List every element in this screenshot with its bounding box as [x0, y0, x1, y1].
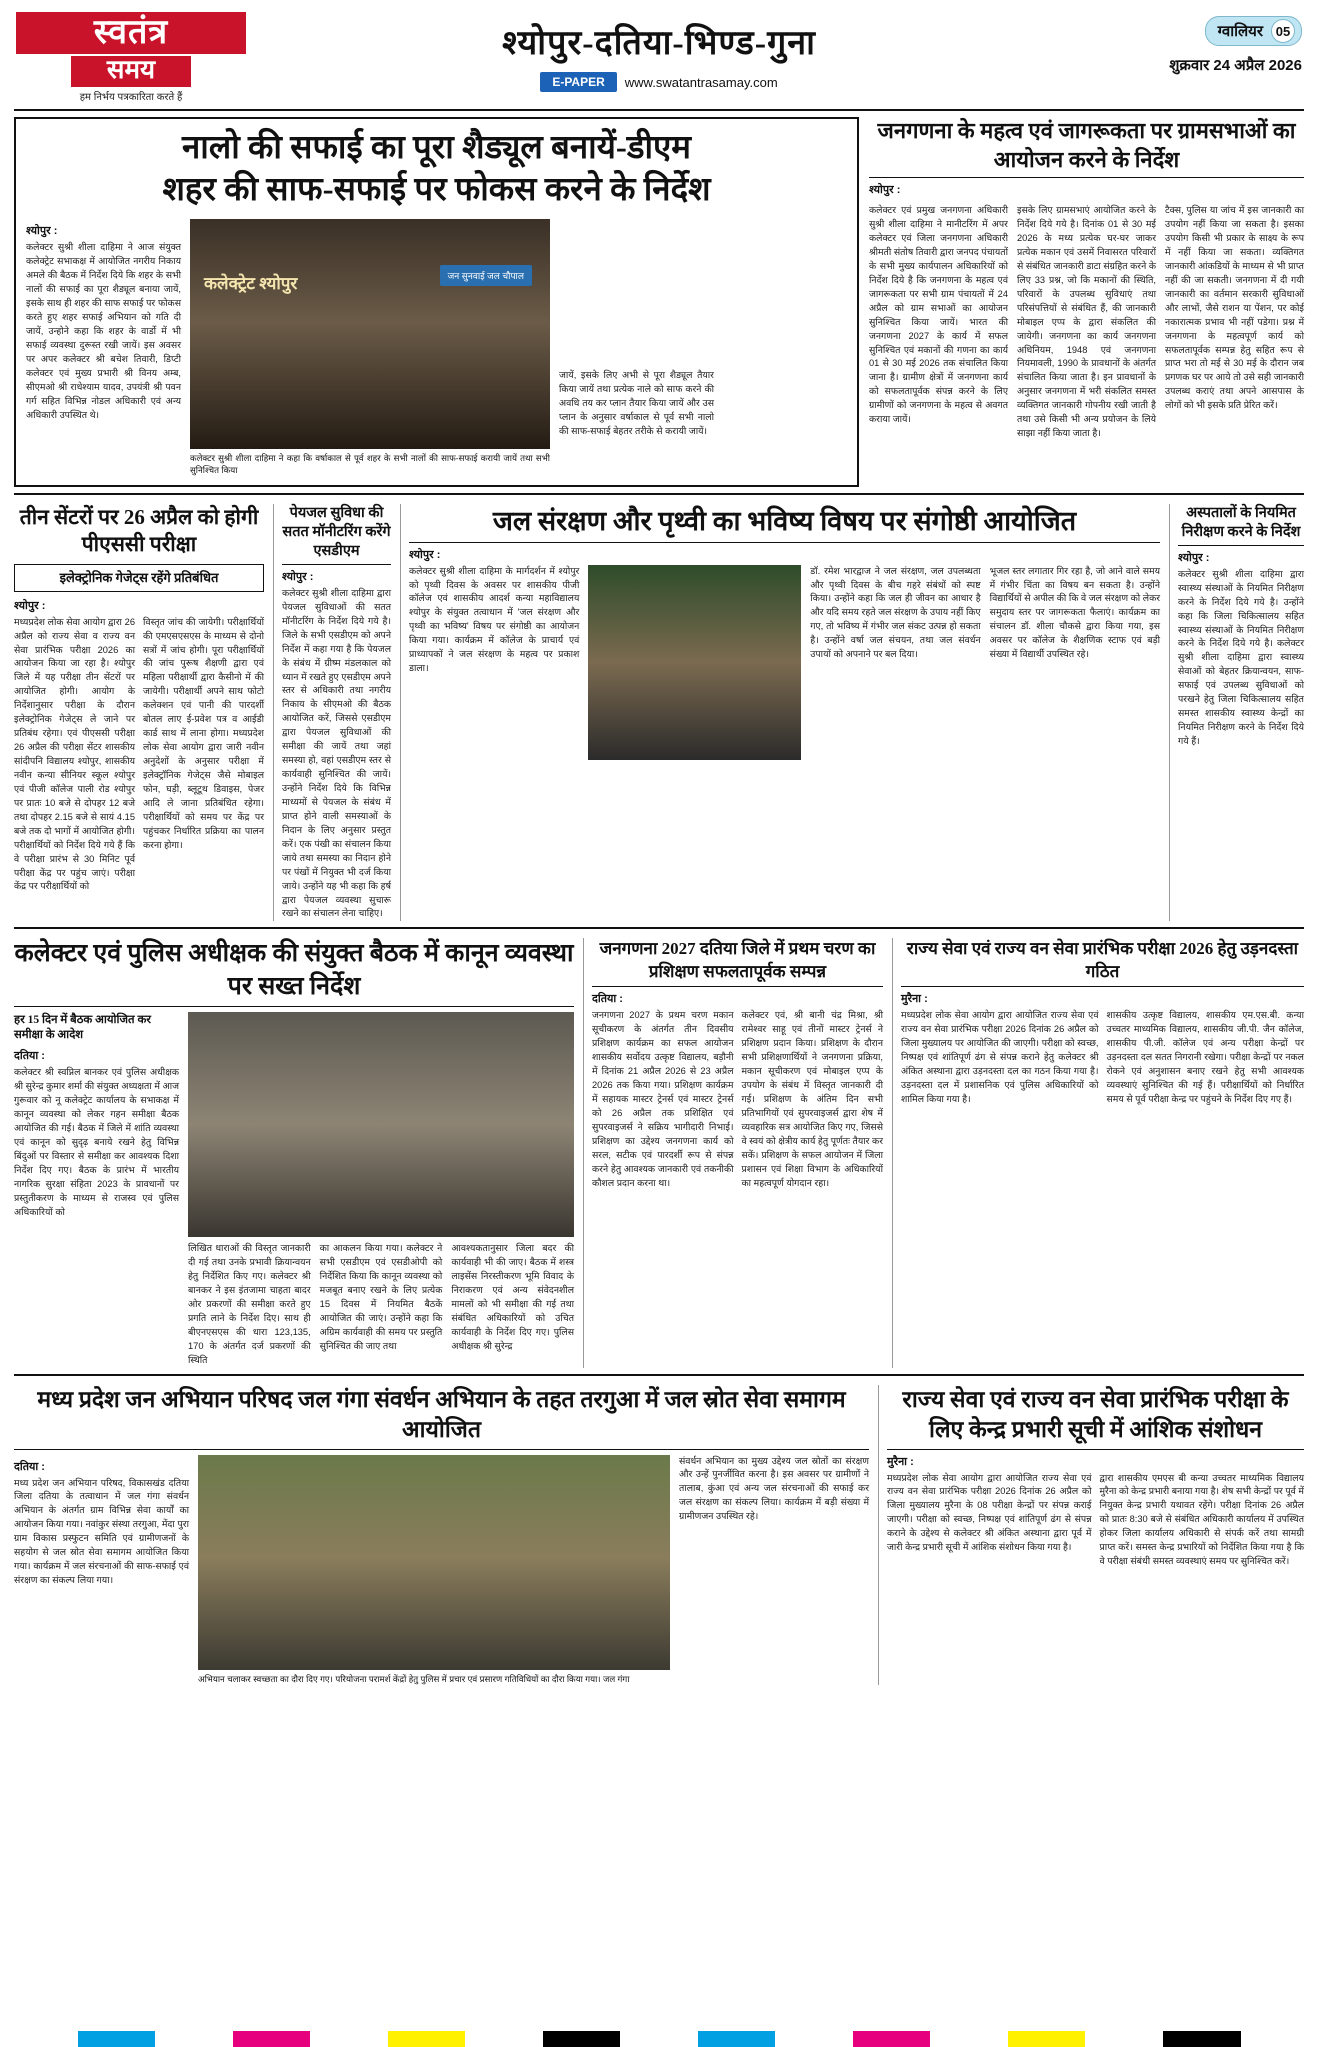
logo-tagline: हम निर्भय पत्रकारिता करते हैं [79, 91, 183, 103]
conservation-col-1 [409, 565, 579, 760]
lead-photo-column [190, 219, 550, 476]
flying-squad-text-2: शासकीय उत्कृष्ट विद्यालय, शासकीय एम.एस.बी. कन्या उच्चतर माध्यमिक विद्यालय, शासकीय जी.पी. जैन कॉलेज, शासकीय पी.जी. कॉलेज एवं अन्य परीक्षा केन्द्रों पर उड़नदस्ता दल सतत निगरानी रखेगा। परीक्षा केन्द्रों पर नकल रोकने एवं अनुशासन बनाए रखने हेतु सभी आवश्यक व्यवस्थाएं सुनिश्चित की गई हैं। परीक्षार्थियों को निर्धारित समय से पूर्व परीक्षा केन्द्र पर पहुंचने के निर्देश दिए गए हैं। [1106, 1010, 1304, 1104]
census-divider [869, 177, 1304, 178]
conservation-dateline: श्योपुर : [409, 548, 441, 561]
lead-headline-line2: शहर की साफ-सफाई पर फोकस करने के निर्देश [162, 172, 711, 209]
law-order-article [14, 938, 574, 1367]
photo-badge-label: जन सुनवाई जल चौपाल [440, 265, 532, 286]
jal-ganga-article [14, 1385, 869, 1685]
epaper-badge[interactable]: E-PAPER [540, 72, 616, 92]
training-headline: जनगणना 2027 दतिया जिले में प्रथम चरण का प्रशिक्षण सफलतापूर्वक सम्पन्न [599, 939, 876, 981]
flying-squad-divider [901, 986, 1304, 987]
law-order-dateline: दतिया : [14, 1050, 45, 1063]
section-divider-1 [14, 493, 1304, 495]
psc-text-2: विस्तृत जांच की जायेगी। परीक्षार्थियों की एमएसएसएस के माध्यम से दोनो सत्रों में जांच होगी। पूरा परीक्षार्थियों की जांच पुरूष शैक्षणी द्वारा एवं महिला परीक्षार्थी द्वारा कैसीनो में की जायेगी। परीक्षार्थी अपने साथ फोटो कलेक्शन एवं पानी की पारदर्शी बोतल लाए ई-प्रवेश पत्र व आईडी कार्ड साथ में लाना होगा। मध्यप्रदेश लोक सेवा आयोग द्वारा जारी नवीन अनुदेशों के अनुसार परीक्षा में इलेक्ट्रॉनिक गेजेट्स जैसे मोबाइल फोन, घड़ी, ब्लूटूथ डिवाइस, पेजर आदि ले जाना प्रतिबंधित रहेगा। परीक्षार्थियों को समय पर केंद्र पर पहुंचकर निर्धारित प्रक्रिया का पालन करना होगा। [143, 616, 264, 850]
section-two [14, 504, 1304, 922]
center-incharge-divider [887, 1449, 1304, 1450]
conservation-divider [409, 542, 1160, 543]
conservation-headline: जल संरक्षण और पृथ्वी का भविष्य विषय पर संगोष्ठी आयोजित [492, 505, 1077, 536]
water-divider [282, 564, 391, 565]
lead-text-1: कलेक्टर सुश्री शीला दाहिमा ने आज संयुक्त कलेक्ट्रेट सभाकक्ष में आयोजित नगरीय निकाय अमले की बैठक में निर्देश दिये कि शहर के सभी नालों की सफाई का पूरा शैड्यूल बनाया जायें, इसके साथ ही शहर की साफ सफाई पर फोकस करते हुए शहर सफाई अभियान को गति दी जायें, उन्होने कहा कि शहर के वार्डो में भी सफाई व्यवस्था दुरूस्त रखी जायें। इस अवसर पर अपर कलेक्टर श्री बचेश तिवारी, डिप्टी कलेक्टर एवं मुख्य प्रभारी श्री विनय अम्ब, सीएमओ श्री राधेश्याम यादव, उपयंत्री श्री पवन गर्ग सहित विभिन्न नोडल अधिकारी एवं अन्य अधिकारी उपस्थित थे। [26, 242, 181, 420]
water-conservation-article [400, 504, 1160, 922]
census-headline: जनगणना के महत्व एवं जागरूकता पर ग्रामसभाओं का आयोजन करने के निर्देश [877, 117, 1296, 172]
law-order-left-col [14, 1012, 179, 1367]
section-three [14, 938, 1304, 1367]
psc-columns [14, 616, 264, 895]
conservation-col-2 [810, 565, 980, 760]
law-order-text-2: लिखित धाराओं की विस्तृत जानकारी दी गई तथा उनके प्रभावी क्रियान्वयन हेतु निर्देशित किए गए। कलेक्टर श्री बानकर ने इस इंतजामा चाहता बादर ओर प्रकरणों की समीक्षा करते हुए प्रगति लाने के निर्देश दिए। साथ ही बीएनएसएस की धारा 123,135, 170 के अंतर्गत दर्ज प्रकरणों की स्थिति [188, 1243, 311, 1365]
jal-ganga-body [14, 1455, 869, 1685]
census-article [869, 117, 1304, 487]
law-order-divider [14, 1006, 574, 1007]
flying-squad-article [892, 938, 1304, 1367]
law-order-top [14, 1012, 574, 1367]
hospital-inspection-article [1169, 504, 1304, 922]
hospital-headline: अस्पतालों के नियमित निरीक्षण करने के निर्देश [1181, 504, 1301, 540]
masthead [14, 8, 1304, 103]
hospital-text: कलेक्टर सुश्री शीला दाहिमा द्वारा स्वास्थ्य संस्थाओं के नियमित निरीक्षण करने के निर्देश दिये गये है। उन्होंने कहा कि जिला चिकित्सालय सहित स्वास्थ्य संस्थाओं के नियमित निरीक्षण करने के निर्देश दिये गये है। कलेक्टर सुश्री शीला दाहिमा द्वारा स्वास्थ्य सेवाओं को बेहतर क्रियान्वयन, साफ-सफाई एवं उपलब्ध सुविधाओं को परखने हेतु जिला चिकित्सालय सहित समस्त शासकीय स्वास्थ्य केन्द्रों का नियमित निरीक्षण करने के निर्देश दिये गये हैं। [1178, 568, 1304, 747]
jal-ganga-caption: अभियान चलाकर स्वच्छता का दौरा दिए गए। परियोजना परामर्श केंद्रों हेतु पुलिस में प्रचार एवं प्रसारण गतिविधियों का दौरा किया गया। जल गंगा [198, 1673, 630, 1684]
conservation-columns [409, 565, 1160, 760]
jal-ganga-photo-col [198, 1455, 670, 1685]
conservation-text-1: कलेक्टर सुश्री शीला दाहिमा के मार्गदर्शन में श्योपुर को पृथ्वी दिवस के अवसर पर शासकीय पीजी कॉलेज एवं शासकीय आदर्श कन्या महाविद्यालय श्योपुर के संयुक्त तत्वाधान में 'जल संरक्षण और पृथ्वी का भविष्य' विषय पर संगोष्ठी का आयोजन किया गया। कार्यक्रम में कॉलेज के प्राचार्य एवं प्राध्यापकों ने जल संरक्षण के महत्व पर प्रकाश डाला। [409, 565, 580, 674]
census-dateline: श्योपुर : [869, 184, 901, 197]
law-order-text-1: कलेक्टर श्री स्वप्निल बानकर एवं पुलिस अधीक्षक श्री सुरेन्द्र कुमार शर्मा की संयुक्त अध्यक्षता में आज गुरूवार को नू कलेक्ट्रेट कार्यालय के सभाकक्ष में कानून व्यवस्था को लेकर गहन समीक्षा बैठक आयोजित की गई। बैठक में जिले में शांति व्यवस्था एवं कानून को सुदृढ़ बनाये रखने हेतु विभिन्न बिंदुओं पर विस्तार से समीक्षा कर आवश्यक दिशा निर्देश दिए गए। बैठक के प्रारंभ में भारतीय नागरिक सुरक्षा संहिता 2023 के प्रावधानों पर प्रस्तुतीकरण के माध्यम से राजस्व एवं पुलिस अधिकारियों को [14, 1067, 179, 1217]
photo-overlay-label: कलेक्ट्रेट श्योपुर [204, 274, 298, 294]
flying-squad-dateline: मुरैना : [901, 993, 928, 1006]
lead-text-2: जायें, इसके लिए अभी से पूरा शैड्यूल तैयार किया जायें तथा प्रत्येक नाले को साफ करने की अवधि तय कर प्लान तैयार किया जायें और उस प्लान के अनुसार वर्षाकाल से पूर्व सभी नालो की साफ-सफाई बेहतर तरीके से करायी जायें। [559, 370, 714, 437]
section-four [14, 1385, 1304, 1685]
conservation-col-3 [990, 565, 1160, 760]
census-text-3: टैक्स, पुलिस या जांच में इस जानकारी का उपयोग नहीं किया जा सकता है। इसका उपयोग किसी भी प्रकार के साक्ष्य के रूप में नहीं किया जा सकता। व्यक्तिगत जानकारी आंकडियों के माध्यम से भी प्राप्त नहीं की जा सकती। जनगणना में दी गयी जानकारी का वर्तमान सरकारी सुविधाओं और लाभों, जैसे राशन या पेंशन, पर कोई नकारात्मक प्रभाव भी नहीं पडेगा। प्रश्न में जनगणना के महत्वपूर्ण कार्य को सफलतापूर्वक सम्पन्न हेतु सहित रूप से प्राप्त भरा तो मई से 30 मई के दौरान जब प्रगणक घर पर आये तो उसे सही जानकारी उपलब्ध कराएं तथा अपने आसपास के लोगों को भी इसके प्रति प्रेरित करें। [1165, 205, 1304, 411]
training-columns [592, 1009, 883, 1190]
lead-column-2 [559, 219, 714, 476]
jal-ganga-text-3: संवर्धन अभियान का मुख्य उद्देश्य जल स्रोतों का संरक्षण और उन्हें पुनर्जीवित करना है। इस अवसर पर ग्रामीणों ने तालाब, कुंआ एवं अन्य जल संरचनाओं की सफाई कर जल संरक्षण का संकल्प लिया। कार्यक्रम में बड़ी संख्या में ग्रामीणजन उपस्थित रहे। [679, 1455, 869, 1522]
jal-ganga-col-3 [679, 1455, 869, 1685]
census-training-article [583, 938, 883, 1367]
law-order-text-3: का आकलन किया गया। कलेक्टर ने सभी एसडीएम एवं एसडीओपी को निर्देशित किया कि कानून व्यवस्था को मजबूत बनाए रखने के लिए प्रत्येक 15 दिवस में नियमित बैठकें आयोजित की जाएं। उन्होंने कहा कि अग्रिम कार्यवाही की समय पर प्रस्तुति सुनिश्चित की जाए तथा [319, 1243, 443, 1351]
center-incharge-dateline: मुरैना : [887, 1455, 914, 1468]
section-divider-2 [14, 927, 1304, 929]
logo-sub-text: समय [71, 56, 191, 87]
hospital-divider [1178, 545, 1304, 546]
lead-headline-line1: नालो की सफाई का पूरा शैड्यूल बनायें-डीएम [181, 129, 692, 166]
jal-ganga-text-1: मध्य प्रदेश जन अभियान परिषद, विकासखंड दतिया जिला दतिया के तत्वाधान में जल गंगा संवर्धन अभियान के अंतर्गत ग्राम विभिन्न सेवा कार्यों का आयोजन किया गया। नवांकुर संस्था तरगुआ, मेंदा पुरा ग्राम विकास प्रस्फुटन समिति एवं ग्रामीणजनों के सहयोग से जल स्रोत सेवा समागम आयोजित किया गया। कार्यक्रम में जल संरचनाओं की साफ-सफाई एवं संरक्षण का संकल्प लिया गया। [14, 1477, 189, 1586]
training-text-1: जनगणना 2027 के प्रथम चरण मकान सूचीकरण के अंतर्गत तीन दिवसीय प्रशिक्षण कार्यक्रम का सफल आयोजन शासकीय सर्वोदय उत्कृष्ट विद्यालय, बड़ौनी में दिनांक 21 अप्रैल 2026 से 23 अप्रैल 2026 तक किया गया। प्रशिक्षण कार्यक्रम में सहायक मास्टर ट्रेनर्स एवं मास्टर ट्रेनर्स को 26 अप्रैल तक प्रशिक्षित एवं सुपरवाइजर्स ने सक्रिय भागीदारी निभाई। प्रशिक्षण का उद्देश्य जनगणना कार्य को सरल, सटीक एवं पारदर्शी रूप से संपन्न करने हेतु आवश्यक जानकारी एवं तकनीकी कौशल प्रदान करना था। [592, 1010, 734, 1188]
drinking-water-article [273, 504, 391, 922]
lead-article [14, 117, 859, 487]
center-incharge-article [878, 1385, 1304, 1685]
jal-ganga-col-1 [14, 1455, 189, 1685]
flying-squad-columns [901, 1009, 1304, 1107]
hospital-dateline: श्योपुर : [1178, 551, 1210, 564]
center-incharge-headline: राज्य सेवा एवं राज्य वन सेवा प्रारंभिक परीक्षा के लिए केन्द्र प्रभारी सूची में आंशिक संशोधन [902, 1386, 1289, 1443]
lead-body [26, 219, 847, 476]
lead-column-1 [26, 219, 181, 476]
lead-section [14, 117, 1304, 487]
center-incharge-columns [887, 1472, 1304, 1570]
psc-dateline: श्योपुर : [14, 599, 46, 612]
epaper-row [246, 72, 1072, 92]
psc-text-1: मध्यप्रदेश लोक सेवा आयोग द्वारा 26 अप्रैल को राज्य सेवा व राज्य वन सेवा प्रारंभिक परीक्षा 2026 का आयोजन किया जा रहा है। श्योपुर जिले में यह परीक्षा तीन सेंटरों पर आयोजित होगी। आयोग के निर्देशानुसार परीक्षा के दौरान इलेक्ट्रोनिक गेजेट्स ले जाने पर प्रतिबंध रहेगा। एवं पीएससी परीक्षा 26 अप्रैल की परीक्षा सेंटर शासकीय सांदीपनि विद्यालय श्योपुर, शासकीय नवीन कन्या सीनियर स्कूल श्योपुर एवं पीजी कॉलेज पाली रोड श्योपुर पर प्रातः 10 बजे से दोपहर 12 बजे तथा दोपहर 2.15 बजे से सायं 4.15 बजे तक दो भागों में आयोजित होगी। परीक्षार्थियों को निर्देश दिये गये हैं कि वे परीक्षा प्रारंभ से 30 मिनिट पूर्व परीक्षा केंद्र पर पहुंच जाएं। परीक्षा केंद्र पर परीक्षार्थियों को [14, 616, 135, 892]
newspaper-logo [16, 12, 246, 103]
lead-dateline: श्योपुर : [26, 225, 58, 238]
edition-header [246, 12, 1072, 92]
city-page-badge [1205, 16, 1302, 46]
lead-headline [26, 127, 847, 211]
page-info [1072, 12, 1302, 75]
print-color-bar [0, 2031, 1318, 2047]
jal-ganga-dateline: दतिया : [14, 1460, 45, 1473]
census-text-1: कलेक्टर एवं प्रमुख जनगणना अधिकारी सुश्री शीला दाहिमा ने मानीटरिंग में अपर कलेक्टर एवं जिला जनगणना अधिकारी श्रीमती संतोष तिवारी द्वारा जनपद पंचायतों के सभी मुख्य कार्यपालन अधिकारियों को निर्देश दिये है कि जनगणना के महत्व एवं जागरूकता पर सभी ग्राम पंचायतों में 24 अप्रैल को ग्राम सभाओं का आयोजन सुनिश्चित किया जायें। भारत की जनगणना 2027 के कार्य में सफल सुनिश्चित एवं मकानों की गणना का कार्य 01 से 30 मई 2026 तक संचालित किया जाना है। ग्रामीण क्षेत्रों में जनगणना कार्य को सफलतापूर्वक संपन्न करने के लिए ग्रामीणों को जनगणना के महत्व से अवगत कराया जायें। [869, 205, 1008, 425]
water-dateline: श्योपुर : [282, 570, 314, 583]
training-text-2: कलेक्टर एवं, श्री बानी चंद्र मिश्रा, श्री रामेश्वर साहू एवं तीनों मास्टर ट्रेनर्स ने प्रशिक्षण प्रदान किया। प्रशिक्षण के दौरान सभी प्रशिक्षणार्थियों ने जनगणना प्रक्रिया, मकान सूचीकरण एवं मोबाइल एप्प के उपयोग के संबंध में विस्तृत जानकारी दी गई। प्रशिक्षण के अंतिम दिन सभी प्रतिभागियों एवं सुपरवाइजर्स द्वारा शेष में व्यवहारिक सत्र आयोजित किए गए, जिससे वे स्वयं को क्षेत्रीय कार्य हेतु पूर्णतः तैयार कर सकें। प्रशिक्षण के सफल आयोजन में जिला प्रशासन एवं शिक्षा विभाग के अधिकारियों का महत्वपूर्ण योगदान रहा। [741, 1010, 883, 1188]
edition-title: श्योपुर-दतिया-भिण्ड-गुना [502, 25, 816, 62]
center-incharge-text-1: मध्यप्रदेश लोक सेवा आयोग द्वारा आयोजित राज्य सेवा एवं राज्य वन सेवा प्रारंभिक परीक्षा 2026 दिनांक 26 अप्रैल को जिला मुख्यालय मुरैना के 08 परीक्षा केन्द्रों पर संपन्न कराई जाएगी। परीक्षा को स्वच्छ, निष्पक्ष एवं शांतिपूर्ण ढंग से संपन्न कराने के उद्देश्य से कलेक्टर श्री अंकित अस्थाना द्वारा पूर्व में जारी केन्द्र प्रभारी सूची में आंशिक संशोधन किया गया है। [887, 1472, 1092, 1553]
masthead-divider [14, 109, 1304, 111]
page-number: 05 [1271, 19, 1295, 43]
law-order-bottom-cols [188, 1242, 574, 1367]
jal-ganga-divider [14, 1449, 869, 1450]
jal-ganga-photo [198, 1455, 670, 1670]
training-dateline: दतिया : [592, 993, 623, 1006]
conservation-text-3: भूजल स्तर लगातार गिर रहा है, जो आने वाले समय में गंभीर चिंता का विषय बन सकता है। उन्होंने विद्यार्थियों से अपील की कि वे जल संरक्षण को लेकर समुदाय स्तर पर जागरूकता फैलाएं। कार्यक्रम का संचालन डॉ. शीला चौकसे द्वारा किया गया, इस अवसर पर कॉलेज के शैक्षणिक स्टाफ एवं बड़ी संख्या में विद्यार्थी उपस्थित रहे। [989, 565, 1161, 660]
logo-main-text: स्वतंत्र [16, 12, 246, 54]
conservation-photo-col [588, 565, 801, 760]
jal-ganga-headline: मध्य प्रदेश जन अभियान परिषद जल गंगा संवर्धन अभियान के तहत तरगुआ में जल स्रोत सेवा समागम आयोजित [37, 1386, 846, 1443]
training-divider [592, 986, 883, 987]
law-order-headline: कलेक्टर एवं पुलिस अधीक्षक की संयुक्त बैठक में कानून व्यवस्था पर सख्त निर्देश [14, 940, 574, 1000]
psc-headline: तीन सेंटरों पर 26 अप्रैल को होगी पीएससी परीक्षा [19, 504, 259, 556]
law-order-text-4: आवश्यकतानुसार जिला बदर की कार्यवाही भी की जाए। बैठक में शस्त्र लाइसेंस निरस्तीकरण भूमि विवाद के निराकरण एवं अन्य संवेदनशील मामलों को भी समीक्षा की गई तथा संबंधित अधिकारियों को उचित कार्यवाही के निर्देश दिए गए। पुलिस अधीक्षक श्री सुरेन्द्र [451, 1243, 575, 1351]
law-order-photo [188, 1012, 574, 1237]
flying-squad-text-1: मध्यप्रदेश लोक सेवा आयोग द्वारा आयोजित राज्य सेवा एवं राज्य वन सेवा प्रारंभिक परीक्षा 2026 दिनांक 26 अप्रैल को जिला मुख्यालय पर आयोजित की जाएगी। परीक्षा को स्वच्छ, निष्पक्ष एवं शांतिपूर्ण ढंग से संपन्न कराने हेतु कलेक्टर श्री अंकित अस्थाना द्वारा उड़नदस्ता दल का गठन किया गया है। उड़नदस्ता दल में प्रशासनिक एवं पुलिस अधिकारियों को शामिल किया गया है। [901, 1010, 1099, 1104]
water-text: कलेक्टर सुश्री शीला दाहिमा द्वारा पेयजल सुविधाओं की सतत मॉनीटरिंग के निर्देश दिये गये है। जिले के सभी एसडीएम को अपने निर्देश में कहा गया है कि पेयजल के संबंध में ग्रीष्म मंडलकाल को ध्यान में रखते हुए एसडीएम अपने स्तर से अधिकारी तथा नगरीय निकाय के सीएमओ की बैठक आयोजित करें, जिससे एसडीएम द्वारा पेयजल सुविधाओं की समीक्षा की जायें तथा जहां समस्या हो, वहां एसडीएम स्तर से कार्यवाही सुनिश्चित की जायें। उन्होंने निर्देश दिये कि विभिन्न माध्यमों से पेयजल के संबंध में प्राप्त होने वाली समस्याओं के निदान के लिए अनुसार प्रस्तुत करें। एक पंखी का संचालन किया जाये तथा समस्या का निदान होने पर पंखों में नियुक्त भी दर्ज किया जाये। उन्होंने यह भी कहा कि हर्ष द्वारा पेयजल व्यवस्था सुचारू रखने का संचालन लेना चाहिए। [282, 587, 391, 919]
flying-squad-headline: राज्य सेवा एवं राज्य वन सेवा प्रारंभिक परीक्षा 2026 हेतु उड़नदस्ता गठित [906, 939, 1299, 981]
lead-photo [190, 219, 550, 449]
center-incharge-text-2: द्वारा शासकीय एमएस बी कन्या उच्चतर माध्यमिक विद्यालय मुरैना को केन्द्र प्रभारी बनाया गया है। शेष सभी केन्द्रों पर पूर्व में नियुक्त केन्द्र प्रभारी यथावत रहेंगे। परीक्षा दिनांक 26 अप्रैल को प्रातः 8:30 बजे से संबंधित अधिकारी कार्यालय में उपस्थित होकर जिला कार्यालय अधिकारी से संपर्क करें तथा सामग्री प्राप्त करें। समस्त केन्द्र प्रभारियों को निर्देशित किया गया है कि वे परीक्षा संबंधी समस्त व्यवस्थाएं समय पर सुनिश्चित करें। [1099, 1472, 1304, 1567]
epaper-url[interactable]: www.swatantrasamay.com [624, 74, 778, 90]
census-text-2: इसके लिए ग्रामसभाएं आयोजित करने के निर्देश दिये गये है। दिनांक 01 से 30 मई 2026 के मध्य प्रत्येक घर-घर जाकर प्रत्येक मकान एवं उसमें निवासरत परिवारों से संबंधित जानकारी डाटा संग्रहित करने के लिए 33 प्रश्न, जो कि मकानों की स्थिति, परिवारों के उपलब्ध सुविधाएं तथा परिसंपत्तियों से संबंधित हैं, की जानकारी मोबाइल एप्प के द्वारा संकलित की जायेगी। जनगणना का कार्य जनगणना अधिनियम, 1948 एवं जनगणना नियमावली, 1990 के प्रावधानों के अंतर्गत संचालित किया जाता है। इन प्रावधानों के अनुसार जनगणना में भरी संकलित समस्त व्यक्तिगत जानकारी गोपनीय रखी जाती है तथा उसे किसी भी अन्य प्रयोजन के लिये साझा नहीं किया जाता है। [1017, 205, 1156, 439]
issue-date: शुक्रवार 24 अप्रैल 2026 [1169, 57, 1302, 74]
law-order-photo-col [188, 1012, 574, 1367]
water-headline: पेयजल सुविधा की सतत मॉनीटरिंग करेंगे एसडीएम [282, 504, 391, 559]
census-columns [869, 204, 1304, 441]
conservation-photo [588, 565, 801, 760]
conservation-text-2: डॉ. रमेश भारद्वाज ने जल संरक्षण, जल उपलब्धता और पृथ्वी दिवस के बीच गहरे संबंधों को स्पष्ट किया। उन्होंने कहा कि जल ही जीवन का आधार है और यदि समय रहते जल संरक्षण के उपाय नहीं किए गए, तो भविष्य में गंभीर जल संकट उत्पन्न हो सकता है। उन्होंने वर्षा जल संचयन, तथा जल संवर्धन उपायों को अपनाने पर बल दिया। [810, 565, 981, 660]
law-order-banner: हर 15 दिन में बैठक आयोजित कर समीक्षा के आदेश [14, 1014, 151, 1042]
lead-photo-caption: कलेक्टर सुश्री शीला दाहिमा ने कहा कि वर्षाकाल से पूर्व शहर के सभी नालों की साफ-सफाई करायी जायें तथा सभी सुनिश्चित किया [190, 453, 550, 476]
psc-exam-article [14, 504, 264, 922]
section-divider-3 [14, 1374, 1304, 1376]
psc-box-note: इलेक्ट्रोनिक गेजेट्स रहेंगे प्रतिबंधित [14, 564, 264, 592]
city-label: ग्वालियर [1217, 23, 1263, 40]
